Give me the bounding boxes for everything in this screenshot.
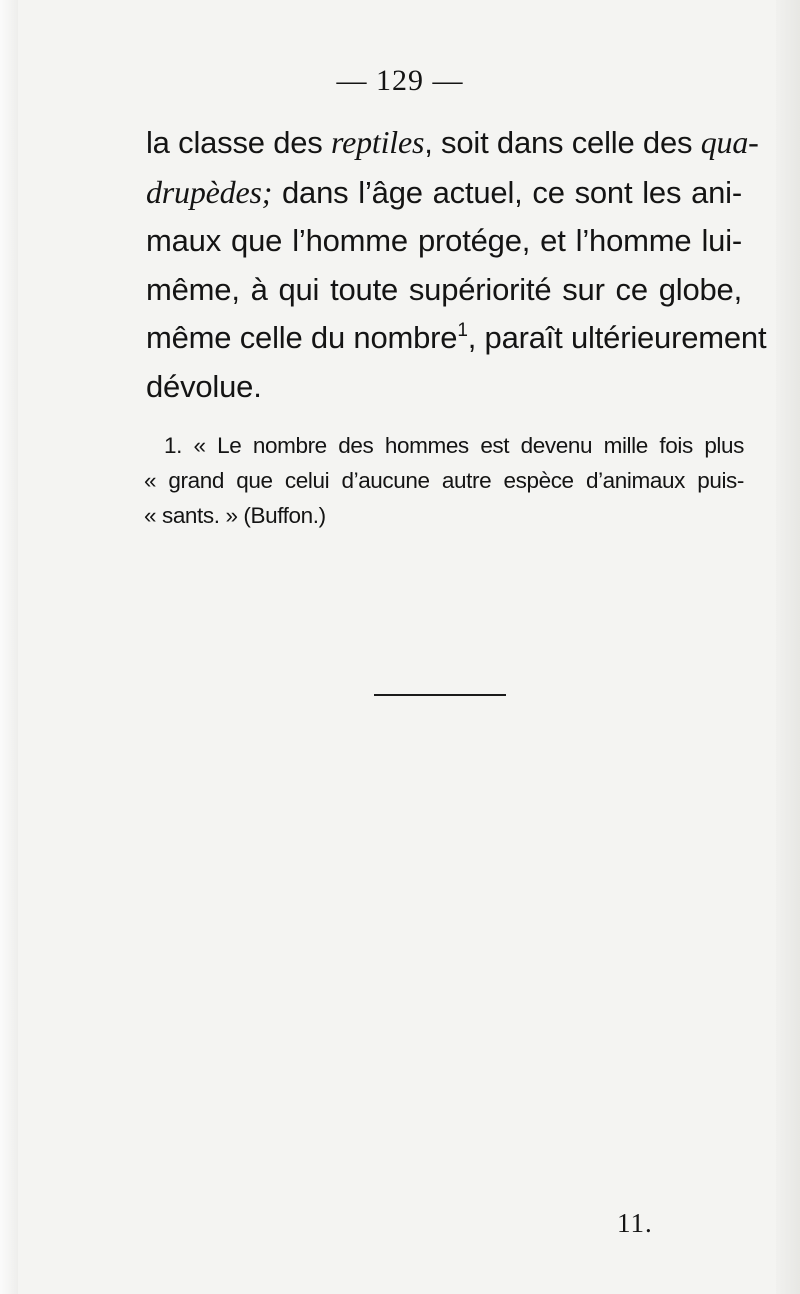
section-divider-rule xyxy=(374,694,506,696)
body-line-1-text-b: , soit dans celle des xyxy=(424,125,701,160)
footnote-line-1: 1. « Le nombre des hommes est devenu mille fois plus xyxy=(164,433,744,458)
page-left-edge xyxy=(0,0,18,1294)
footnote xyxy=(144,428,744,533)
body-line-5-text-a: même celle du nombre xyxy=(146,320,458,356)
footnote-line-3: « sants. » (Buffon.) xyxy=(144,503,326,528)
body-line-6: dévolue. xyxy=(146,368,262,404)
body-line-2-text-b: dans l’âge actuel, ce sont les ani- xyxy=(272,174,742,210)
printer-signature-mark: 11. xyxy=(617,1208,653,1238)
italic-word-qua: qua- xyxy=(700,124,759,160)
footnote-line-2: « grand que celui d’aucune autre espèce d’animaux puis- xyxy=(144,468,744,493)
italic-word-drupedes: drupèdes; xyxy=(146,173,273,210)
body-line-5-text-b: , paraît ultérieurement xyxy=(467,320,767,356)
body-line-1-text-a: la classe des xyxy=(146,125,332,160)
page-right-edge xyxy=(776,0,800,1294)
body-line-2 xyxy=(146,168,742,218)
italic-word-reptiles: reptiles xyxy=(331,124,425,160)
body-line-5 xyxy=(146,314,767,363)
body-line-4: même, à qui toute supériorité sur ce globe, xyxy=(146,271,742,307)
page-number: — 129 — xyxy=(336,64,464,97)
body-line-3: maux que l’homme protége, et l’homme lui- xyxy=(146,223,742,259)
body-line-1 xyxy=(146,118,759,168)
main-paragraph xyxy=(146,118,767,412)
footnote-reference: 1 xyxy=(457,320,468,342)
